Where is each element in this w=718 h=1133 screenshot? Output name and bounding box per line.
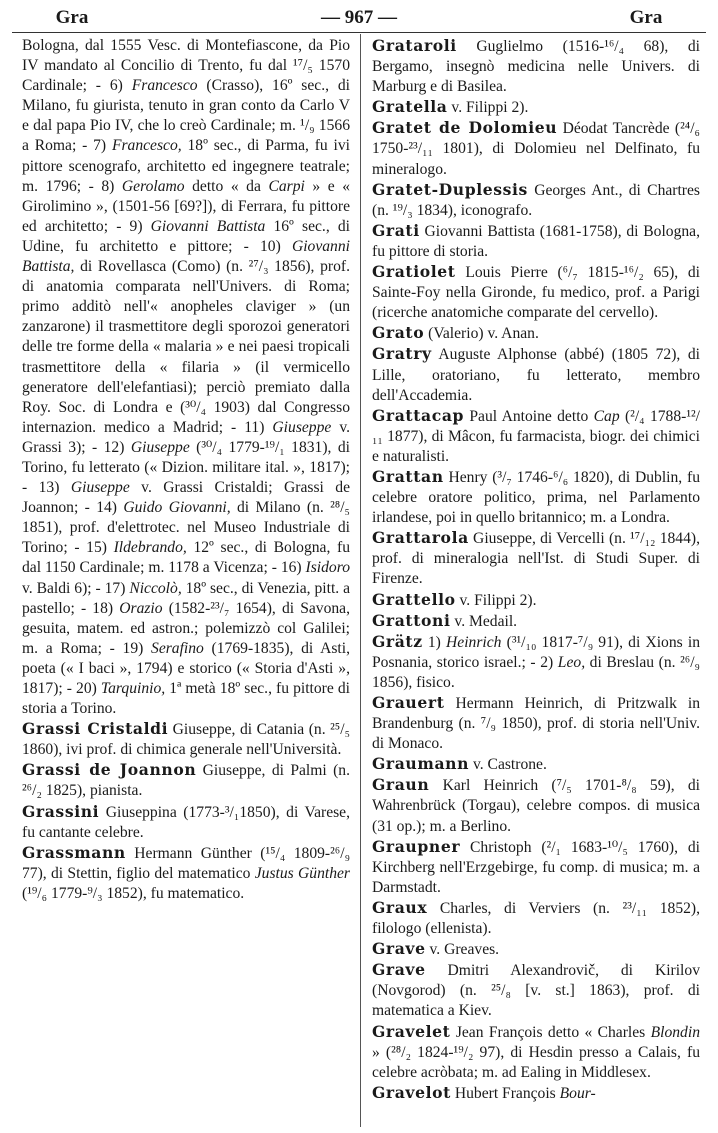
entry-text: » (²⁸/₂ 1824-¹⁹/₂ 97), di Hesdin presso a Calais, fu celebre acròbata; m. ad Ealing in Middlesex.	[372, 1043, 700, 1081]
entry-headword: Gratet-Duplessis	[372, 179, 528, 199]
entry-text: Jean François detto « Charles	[450, 1023, 651, 1041]
entry-text: Giuseppe, di Catania (n. ²⁵/₅ 1860), ivi prof. di chimica generale nell'Università.	[22, 721, 350, 759]
entry-headword: Grave	[372, 960, 426, 980]
entry-text: Giuseppe, di Palmi (n. ²⁶/₂ 1825), pianista.	[22, 762, 350, 800]
entry-text: v. Medail.	[450, 612, 518, 630]
entry-text: v. Greaves.	[425, 941, 500, 959]
entry-text: (Valerio) v. Anan.	[424, 325, 539, 343]
entry-italic-text: Justus Günther	[254, 864, 350, 882]
entry-text: 12º sec., di Bologna, fu dal 1150 Cardinale; m. 1178 a Vicenza; - 16)	[22, 539, 350, 577]
dictionary-entry	[372, 898, 700, 939]
entry-text: Karl Heinrich (⁷/₅ 1701-⁸/₈ 59), di Wahrenbrück (Torgau), celebre compos. di musica (31 op.); m. a Berlino.	[372, 777, 700, 835]
entry-text: di Rovellasca (Como) (n. ²⁷/₃ 1856), prof. di anatomia comparata nell'Univers. di Roma; primo additò nell'« anopheles claviger » (un zanzarone) il trasmettitore degli sporozoi generatori delle tre forme della « malaria » e nei paesi tropicali trasmettitore della « filaria » (il vermicello generatore dell'elefantiasi); perciò premiato dalla Roy. Soc. di Londra e (³⁰/₄ 1903) dal Congresso internazion. medico a Madrid; - 11)	[22, 258, 350, 436]
entry-text: Auguste Alphonse (abbé) (1805 72), di Lille, oratoriano, fu letterato, membro dell'Accademia.	[372, 346, 700, 404]
entry-text: (²/₄ 1788-¹²/₁₁ 1877), di Mâcon, fu farmacista, biogr. dei chimici e naturalisti.	[372, 407, 700, 465]
entry-text: Bologna, dal 1555 Vesc. di Montefiascone, da Pio IV mandato al Concilio di Trento, fu dal ¹⁷/₅ 1570 Cardinale; - 6)	[22, 37, 350, 95]
column-divider	[360, 34, 361, 1127]
entry-text: Hermann Günther (¹⁵/₄ 1809-²⁶/₉ 77), di Stettin, figlio del matematico	[22, 844, 350, 882]
entry-text: v. Filippi 2).	[447, 99, 529, 117]
header-rule	[12, 32, 706, 33]
dictionary-entry	[372, 406, 700, 467]
entry-text: Henry (³/₇ 1746-⁶/₆ 1820), di Dublin, fu celebre oratore politico, prima, nel Parlamento irlandese, poi in quello britannico; m. a Londra.	[372, 468, 700, 527]
entry-italic-text: Blondin	[650, 1023, 700, 1041]
entry-text: v. Baldi 6); - 17)	[22, 579, 130, 597]
entry-headword: Grato	[372, 323, 425, 343]
dictionary-entry	[372, 528, 700, 589]
entry-headword: Grauert	[372, 693, 445, 712]
entry-headword: Gratry	[372, 344, 432, 364]
entry-headword: Gratella	[372, 97, 448, 117]
dictionary-entry	[372, 1083, 700, 1104]
entry-text: (¹⁹/₆ 1779-⁹/₃ 1852), fu matematico.	[22, 884, 245, 902]
dictionary-entry	[372, 693, 700, 754]
entry-italic-text: Niccolò,	[129, 579, 182, 597]
entry-italic-text: Bour-	[559, 1084, 596, 1102]
entry-headword: Grattan	[372, 466, 444, 486]
right-column	[372, 36, 700, 1129]
header-left-keyword: Gra	[55, 7, 89, 28]
entry-headword: Grattello	[372, 589, 456, 609]
entry-text: v. Grassi Cristaldi; Grassi de Joannon; - 14)	[22, 479, 350, 517]
entry-headword: Gravelot	[372, 1082, 451, 1102]
entry-italic-text: Cap	[593, 407, 620, 425]
dictionary-entry	[22, 760, 350, 801]
entry-text: 18º sec., di Venezia, pitt. a pastello; - 18)	[22, 579, 350, 617]
entry-text: Dmitri Alexandrovič, di Kirilov (Novgorod) (n. ²⁵/₈ [v. st.] 1863), prof. di matematica a Kiev.	[372, 962, 700, 1020]
entry-italic-text: Giovanni Battista,	[22, 237, 350, 276]
dictionary-entry	[372, 262, 700, 323]
entry-text: (³⁰/₄ 1779-¹⁹/₁ 1831), di Torino, fu letterato (« Dizion. militare ital. », 1817); - 13)	[22, 438, 350, 497]
entry-italic-text: Francesco,	[111, 137, 182, 155]
entry-text: (1769-1835), di Asti, poeta (« I baci », 1794) e storico (« Storia d'Asti », 1817); - 20)	[22, 639, 350, 697]
entry-headword: Gratet de Dolomieu	[372, 118, 558, 138]
entry-text: Hermann Heinrich, di Pritzwalk in Brandenburg (n. ⁷/₉ 1850), prof. di storia nell'Univ. di Monaco.	[372, 695, 700, 753]
dictionary-entry	[372, 97, 700, 118]
entry-text: detto « da	[184, 177, 269, 195]
entry-italic-text: Orazio	[119, 599, 163, 617]
dictionary-entry	[372, 754, 700, 775]
entry-text: Charles, di Verviers (n. ²³/₁₁ 1852), filologo (ellenista).	[372, 899, 700, 938]
entry-italic-text: Leo,	[557, 653, 586, 671]
left-column	[22, 36, 350, 1129]
entry-italic-text: Giuseppe	[272, 418, 332, 436]
entry-italic-text: Ildebrando,	[113, 539, 187, 557]
entry-text: Hubert François	[450, 1084, 560, 1102]
header-right-keyword: Gra	[629, 7, 663, 28]
entry-headword: Graux	[372, 897, 428, 917]
entry-text: 1)	[422, 633, 447, 651]
dictionary-entry	[372, 960, 700, 1021]
dictionary-entry	[22, 802, 350, 843]
entry-italic-text: Isidoro	[305, 559, 350, 577]
dictionary-entry	[372, 323, 700, 344]
dictionary-entry	[372, 837, 700, 898]
entry-italic-text: Tarquinio,	[100, 680, 166, 697]
entry-text: Christoph (²/₁ 1683-¹⁰/₅ 1760), di Kirchberg nell'Erzgebirge, fu comp. di musica; m. a Darmstadt.	[372, 838, 700, 896]
entry-italic-text: Giovanni Battista	[150, 217, 266, 235]
dictionary-entry	[372, 467, 700, 528]
entry-text: 18º sec., di Parma, fu ivi pittore scenografo, architetto ed ingegnere teatrale; m. 1796; - 8)	[22, 137, 350, 195]
dictionary-entry	[22, 36, 350, 719]
dictionary-entry	[372, 118, 700, 179]
entry-text: Georges Ant., di Chartres (n. ¹⁹/₃ 1834), iconografo.	[372, 181, 700, 219]
entry-headword: Gratiolet	[372, 262, 456, 282]
entry-text: di Milano (n. ²⁸/₅ 1851), prof. d'elettrotec. nel Museo Industriale di Torino; - 15)	[22, 499, 350, 557]
entry-headword: Grattoni	[372, 610, 451, 630]
entry-headword: Gravelet	[372, 1021, 451, 1041]
entry-headword: Grätz	[372, 631, 423, 651]
entry-headword: Graupner	[372, 836, 461, 856]
dictionary-entry	[372, 939, 700, 960]
entry-headword: Grave	[372, 939, 426, 959]
entry-text: Louis Pierre (⁶/₇ 1815-¹⁶/₂ 65), di Sainte-Foy nella Gironde, fu medico, prof. a Parigi (ricerche anatomiche comparate del cervello).	[372, 264, 700, 322]
entry-text: v. Castrone.	[469, 756, 547, 774]
entry-text: Giovanni Battista (1681-1758), di Bologna, fu pittore di storia.	[372, 222, 700, 260]
entry-text: » e « Girolimino », (1501-56 [69?]), di Ferrara, fu pittore ed architetto; - 9)	[22, 177, 350, 235]
entry-text: 1ª metà 18º sec., fu pittore di storia a Torino.	[22, 680, 350, 718]
dictionary-entry	[372, 632, 700, 693]
entry-text: di Breslau (n. ²⁶/₉ 1856), fisico.	[372, 653, 700, 691]
entry-headword: Grattarola	[372, 528, 469, 548]
entry-text: (³¹/₁₀ 1817-⁷/₉ 91), di Xions in Posnania, storico israel.; - 2)	[372, 633, 700, 671]
entry-text: 16º sec., di Udine, fu architetto e pittore; - 10)	[22, 217, 350, 255]
entry-italic-text: Serafino	[151, 639, 204, 657]
entry-italic-text: Heinrich	[446, 633, 502, 651]
entry-headword: Grassini	[22, 801, 100, 821]
entry-headword: Grassi de Joannon	[22, 760, 197, 780]
entry-text: v. Filippi 2).	[455, 591, 537, 609]
entry-headword: Grattacap	[372, 405, 465, 425]
entry-text: Giuseppina (1773-³/₁1850), di Varese, fu cantante celebre.	[22, 803, 350, 841]
entry-headword: Grassmann	[22, 842, 126, 862]
entry-headword: Graun	[372, 775, 430, 795]
entry-italic-text: Gerolamo	[121, 177, 185, 195]
entry-italic-text: Guido Giovanni,	[123, 499, 231, 517]
entry-italic-text: Francesco	[131, 77, 198, 95]
dictionary-entry	[372, 1022, 700, 1083]
dictionary-entry	[22, 719, 350, 760]
entry-italic-text: Giuseppe	[70, 479, 130, 497]
dictionary-entry	[372, 36, 700, 97]
entry-headword: Graumann	[372, 754, 470, 774]
entry-text: Déodat Tancrède (²⁴/₆ 1750-²³/₁₁ 1801), di Dolomieu nel Delfinato, fu mineralogo.	[372, 120, 700, 178]
dictionary-entry	[22, 843, 350, 904]
dictionary-entry	[372, 775, 700, 836]
entry-text: Guglielmo (1516-¹⁶/₄ 68), di Bergamo, insegnò medicina nelle Univers. di Marburg e di Basilea.	[372, 38, 700, 96]
entry-text: (Crasso), 16º sec., di Milano, fu giurista, tenuto in gran conto da Carlo V e dal papa Pio IV, che lo creò Cardinale; m. ¹/₉ 1566 a Roma; - 7)	[22, 77, 350, 155]
entry-headword: Grataroli	[372, 36, 457, 55]
dictionary-entry	[372, 344, 700, 405]
dictionary-entry	[372, 590, 700, 611]
dictionary-entry	[372, 611, 700, 632]
entry-italic-text: Giuseppe	[130, 438, 190, 456]
dictionary-entry	[372, 221, 700, 262]
entry-text: v. Grassi 3); - 12)	[22, 418, 350, 456]
page-number: — 967 —	[321, 7, 397, 28]
dictionary-entry	[372, 180, 700, 221]
entry-text: Paul Antoine detto	[464, 407, 594, 425]
entry-headword: Grati	[372, 220, 420, 240]
entry-italic-text: Carpi	[268, 177, 305, 195]
entry-text: Giuseppe, di Vercelli (n. ¹⁷/₁₂ 1844), prof. di mineralogia nell'Ist. di Studi Super. di Firenze.	[372, 530, 700, 588]
running-header	[12, 4, 706, 32]
entry-headword: Grassi Cristaldi	[22, 719, 169, 739]
entry-text: (1582-²³/₇ 1654), di Savona, gesuita, matem. ed astron.; polemizzò col Galilei; m. a Roma; - 19)	[22, 599, 350, 657]
